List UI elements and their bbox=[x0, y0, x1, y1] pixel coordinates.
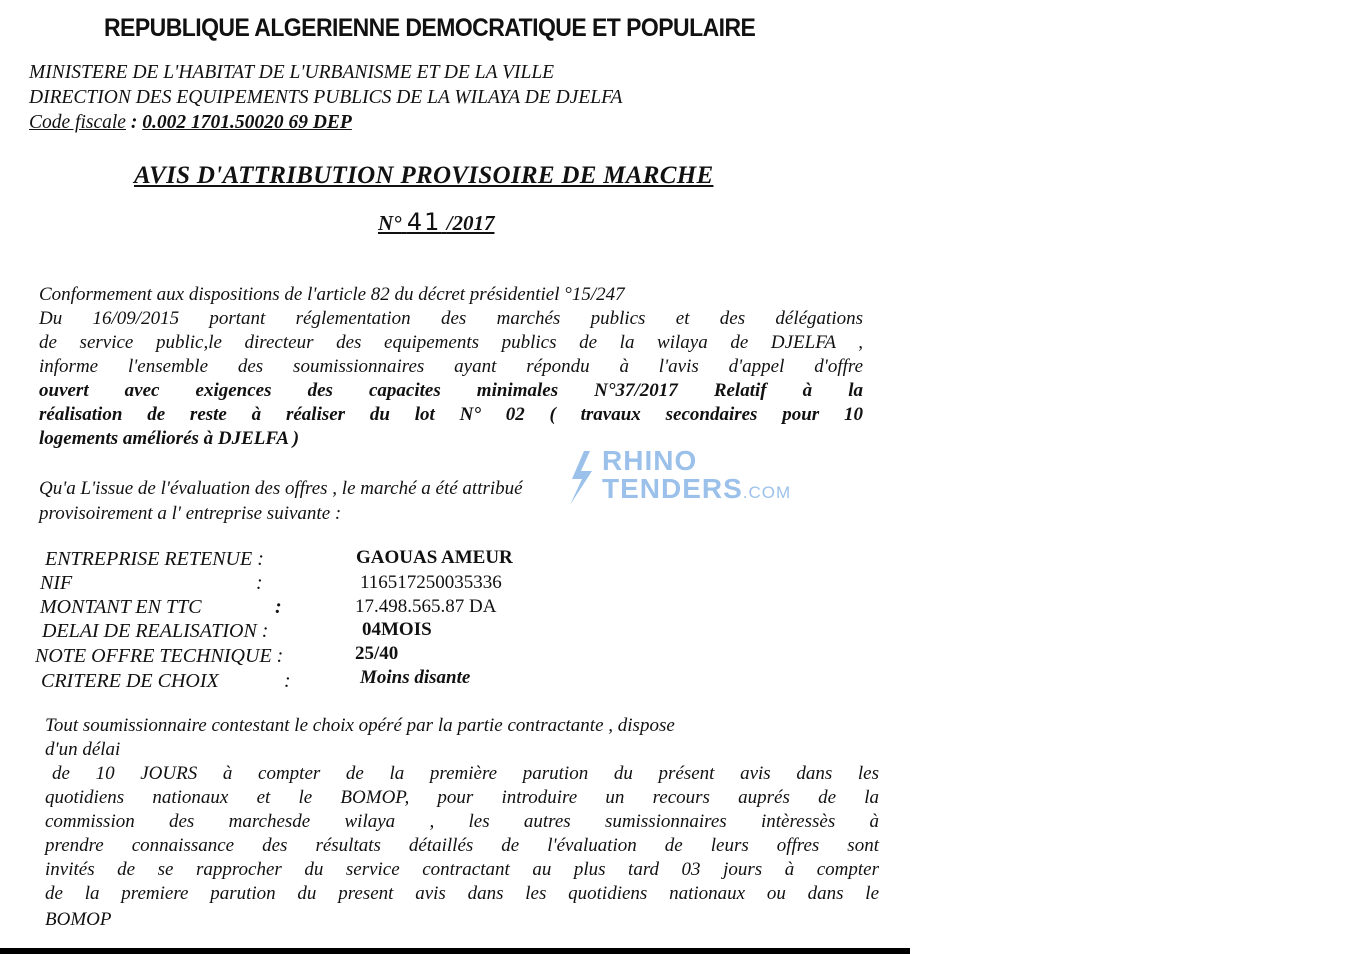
fiscal-code-line bbox=[29, 112, 352, 134]
nif-label: NIF bbox=[40, 572, 73, 594]
direction-line: DIRECTION DES EQUIPEMENTS PUBLICS DE LA WILAYA DE DJELFA bbox=[29, 87, 623, 108]
amount-label: MONTANT EN TTC bbox=[40, 596, 202, 618]
watermark-tenders-text: TENDERS bbox=[602, 473, 743, 504]
delay-value: 04MOIS bbox=[362, 619, 432, 640]
republic-heading: REPUBLIQUE ALGERIENNE DEMOCRATIQUE ET POPULAIRE bbox=[104, 14, 756, 42]
criteria-value: Moins disante bbox=[360, 667, 471, 688]
amount-value: 17.498.565.87 DA bbox=[355, 596, 497, 617]
amount-separator: : bbox=[275, 596, 282, 618]
appeal-line: invités de se rapprocher du service contractant au plus tard 03 jours à compter bbox=[45, 859, 879, 880]
outcome-line: Qu'a L'issue de l'évaluation des offres , le marché a été attribué bbox=[39, 478, 523, 499]
company-value: GAOUAS AMEUR bbox=[356, 547, 513, 568]
delay-label: DELAI DE REALISATION : bbox=[42, 620, 269, 642]
intro-line: logements améliorés à DJELFA ) bbox=[39, 428, 300, 449]
fiscal-code-separator: : bbox=[125, 112, 143, 133]
appeal-line: prendre connaissance des résultats détaillés de l'évaluation de leurs offres sont bbox=[45, 835, 879, 856]
intro-line: ouvert avec exigences des capacites minimales N°37/2017 Relatif à la bbox=[39, 380, 863, 401]
appeal-line: de la premiere parution du present avis dans les quotidiens nationaux ou dans le bbox=[45, 883, 879, 904]
ministry-line: MINISTERE DE L'HABITAT DE L'URBANISME ET DE LA VILLE bbox=[29, 62, 555, 83]
intro-line: informe l'ensemble des soumissionnaires ayant répondu à l'avis d'appel d'offre bbox=[39, 356, 863, 377]
notice-title: AVIS D'ATTRIBUTION PROVISOIRE DE MARCHE bbox=[134, 162, 714, 189]
nif-separator: : bbox=[256, 572, 263, 594]
intro-line: de service public,le directeur des equipements publics de la wilaya de DJELFA , bbox=[39, 332, 863, 353]
appeal-line: d'un délai bbox=[45, 739, 121, 760]
tech-note-label: NOTE OFFRE TECHNIQUE : bbox=[35, 645, 284, 667]
appeal-line: de 10 JOURS à compter de la première parution du présent avis dans les bbox=[52, 763, 879, 784]
watermark-tenders bbox=[602, 473, 791, 505]
fiscal-code-label: Code fiscale bbox=[29, 112, 126, 133]
company-label: ENTREPRISE RETENUE : bbox=[45, 548, 264, 570]
criteria-separator: : bbox=[284, 670, 291, 692]
appeal-line: BOMOP bbox=[45, 909, 112, 930]
intro-line: Conformement aux dispositions de l'article 82 du décret présidentiel °15/247 bbox=[39, 284, 625, 305]
nif-value: 116517250035336 bbox=[360, 572, 502, 593]
fiscal-code-value: 0.002 1701.50020 69 DEP bbox=[142, 112, 352, 133]
notice-number-year: /2017 bbox=[446, 211, 495, 235]
notice-number-handwritten: 41 bbox=[406, 208, 442, 236]
notice-number-prefix: N° bbox=[378, 211, 402, 235]
tech-note-value: 25/40 bbox=[355, 643, 399, 664]
rhinotenders-watermark bbox=[562, 445, 812, 509]
outcome-line: provisoirement a l' entreprise suivante : bbox=[39, 503, 342, 524]
intro-line: Du 16/09/2015 portant réglementation des marchés publics et des délégations bbox=[39, 308, 863, 329]
appeal-line: Tout soumissionnaire contestant le choix opéré par la partie contractante , dispose bbox=[45, 715, 675, 736]
watermark-com: .COM bbox=[742, 483, 792, 502]
notice-number bbox=[378, 208, 494, 236]
rhino-logo-icon bbox=[562, 449, 598, 507]
watermark-rhino: RHINO bbox=[602, 445, 698, 476]
criteria-label: CRITERE DE CHOIX bbox=[41, 670, 219, 692]
appeal-line: quotidiens nationaux et le BOMOP, pour introduire un recours auprés de la bbox=[45, 787, 879, 808]
intro-line: réalisation de reste à réaliser du lot N° 02 ( travaux secondaires pour 10 bbox=[39, 404, 863, 425]
scan-bottom-edge bbox=[0, 948, 910, 954]
appeal-line: commission des marchesde wilaya , les autres sumissionnaires intèressès à bbox=[45, 811, 879, 832]
